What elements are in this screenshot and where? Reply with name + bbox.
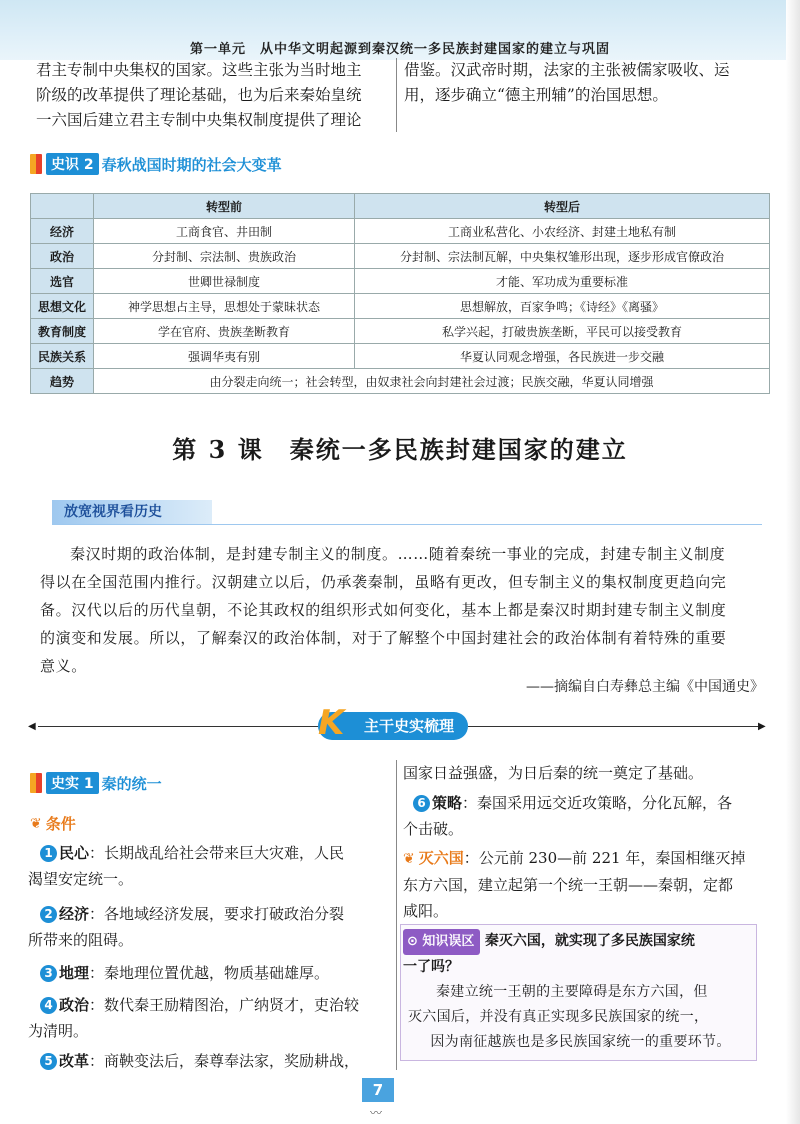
conditions-heading <box>30 813 76 834</box>
trend-cell: 由分裂走向统一；社会转型，由奴隶社会向封建社会过渡；民族交融，华夏认同增强 <box>94 369 770 394</box>
column-divider <box>396 58 397 132</box>
cell-after: 华夏认同观念增强，各民族进一步交融 <box>355 344 770 369</box>
number-badge: 3 <box>40 965 57 982</box>
condition-item-4 <box>28 992 385 1044</box>
fangkuan-underline <box>52 524 762 525</box>
right-continuation: 国家日益强盛，为日后秦的统一奠定了基础。 <box>403 764 704 782</box>
leaf-icon: ❦ <box>30 815 42 832</box>
text-line: 君主专制中央集权的国家。这些主张为当时地主 <box>36 61 362 79</box>
cell-before: 工商食官、井田制 <box>94 219 355 244</box>
lesson-title: 第 3 课 秦统一多民族封建国家的建立 <box>172 435 628 464</box>
item-text: 所带来的阻碍。 <box>28 931 134 949</box>
col-header-after: 转型后 <box>355 194 770 219</box>
fangkuan-line-2: 得以在全国范围内推行。汉朝建立以后，仍承袭秦制，虽略有更改，但专制主义的集权制度更趋向完 <box>40 573 727 591</box>
cell-after: 私学兴起，打破贵族垄断，平民可以接受教育 <box>355 319 770 344</box>
cell-after: 工商业私营化、小农经济、封建土地私有制 <box>355 219 770 244</box>
shishi2-tag: 史识 2 <box>46 153 99 175</box>
arrow-left-icon: ◀ <box>28 721 36 732</box>
top-right-text <box>404 58 774 108</box>
cell-before: 神学思想占主导，思想处于蒙昧状态 <box>94 294 355 319</box>
item-keyword: 改革 <box>59 1052 90 1070</box>
number-badge: 4 <box>40 997 57 1014</box>
item-text: ：商鞅变法后，秦尊奉法家，奖励耕战， <box>89 1052 360 1070</box>
number-badge: 1 <box>40 845 57 862</box>
cell-after: 分封制、宗法制瓦解，中央集权雏形出现，逐步形成官僚政治 <box>355 244 770 269</box>
shishi2-title: 春秋战国时期的社会大变革 <box>101 155 282 174</box>
text-line: 借鉴。汉武帝时期，法家的主张被儒家吸收、运 <box>404 61 730 79</box>
row-label: 经济 <box>31 219 94 244</box>
row-label: 趋势 <box>31 369 94 394</box>
question-text: 一了吗？ <box>403 959 459 975</box>
arrow-right-icon: ▶ <box>758 721 766 732</box>
col-header-before: 转型前 <box>94 194 355 219</box>
table-row <box>31 269 770 294</box>
zhishi-question <box>403 929 753 979</box>
row-label: 选官 <box>31 269 94 294</box>
row-label: 政治 <box>31 244 94 269</box>
fangkuan-line-5: 意义。 <box>40 657 87 675</box>
item-text: 个击破。 <box>403 820 464 838</box>
table-header-row <box>31 194 770 219</box>
cell-before: 强调华夷有别 <box>94 344 355 369</box>
page-number: 7 <box>362 1078 394 1102</box>
quote-source: ——摘编自白寿彝总主编《中国通史》 <box>526 679 764 695</box>
answer-text: 因为南征越族也是多民族国家统一的重要环节。 <box>430 1034 731 1050</box>
item-keyword: 地理 <box>59 964 90 982</box>
section-banner: 主干史实梳理 <box>318 712 468 740</box>
column-divider <box>396 760 397 1070</box>
question-text: 秦灭六国，就实现了多民族国家统 <box>484 933 695 949</box>
row-label: 民族关系 <box>31 344 94 369</box>
table-row <box>31 294 770 319</box>
book-icon <box>30 154 42 174</box>
row-label: 思想文化 <box>31 294 94 319</box>
text-line: 用，逐步确立“德主刑辅”的治国思想。 <box>404 86 668 104</box>
unit-header: 第一单元 从中华文明起源到秦汉统一多民族封建国家的建立与巩固 <box>189 42 610 57</box>
transformation-table <box>30 193 770 394</box>
condition-item-1 <box>28 840 385 892</box>
zhishi-tag: ⊙ 知识误区 <box>403 929 480 955</box>
item-text: ：数代秦王励精图治，广纳贤才，吏治较 <box>89 996 360 1014</box>
cell-after: 才能、军功成为重要标准 <box>355 269 770 294</box>
condition-item-6 <box>403 790 763 842</box>
table-row <box>31 244 770 269</box>
condition-item-2 <box>28 901 385 953</box>
number-badge: 6 <box>413 795 430 812</box>
table-row <box>31 344 770 369</box>
answer-text: 灭六国后，并没有真正实现多民族国家的统一， <box>408 1009 709 1025</box>
item-keyword: 经济 <box>59 905 90 923</box>
condition-item-5 <box>40 1048 385 1074</box>
fangkuan-line-3: 备。汉代以后的历代皇朝，不论其政权的组织形式如何变化，基本上都是秦汉时期封建专制主义制度 <box>40 601 727 619</box>
table-row <box>31 319 770 344</box>
number-badge: 2 <box>40 906 57 923</box>
corner-cell <box>31 194 94 219</box>
bird-icon: 〰 <box>370 1106 383 1120</box>
text-line: 阶级的改革提供了理论基础，也为后来秦始皇统 <box>36 86 362 104</box>
shishi2-heading <box>30 153 282 175</box>
item-text: 渴望安定统一。 <box>28 870 134 888</box>
condition-item-3 <box>40 960 385 986</box>
page-edge <box>786 0 800 1124</box>
cell-before: 分封制、宗法制、贵族政治 <box>94 244 355 269</box>
row-label: 教育制度 <box>31 319 94 344</box>
item-text: ：秦地理位置优越，物质基础雄厚。 <box>89 964 330 982</box>
item-keyword: 民心 <box>59 844 90 862</box>
banner-line-left <box>38 726 318 727</box>
item-keyword: 政治 <box>59 996 90 1014</box>
cell-after: 思想解放，百家争鸣；《诗经》《离骚》 <box>355 294 770 319</box>
top-left-text <box>36 58 388 133</box>
item-text: ：秦国采用远交近攻策略，分化瓦解，各 <box>462 794 733 812</box>
banner-line-right <box>468 726 758 727</box>
item-keyword: 灭六国 <box>418 849 464 867</box>
zhishi-tag-label: 知识误区 <box>422 934 475 949</box>
number-badge: 5 <box>40 1053 57 1070</box>
item-text: 东方六国，建立起第一个统一王朝——秦朝，定都 <box>403 876 734 894</box>
mie-liuguo <box>403 845 768 924</box>
zhishi-answer <box>408 980 753 1055</box>
shishi1-heading <box>30 772 162 794</box>
item-text: ：各地域经济发展，要求打破政治分裂 <box>89 905 345 923</box>
text-line: 一六国后建立君主专制中央集权制度提供了理论 <box>36 111 362 129</box>
table-row <box>31 219 770 244</box>
item-text: 为清明。 <box>28 1022 89 1040</box>
item-keyword: 策略 <box>432 794 463 812</box>
book-icon <box>30 773 42 793</box>
leaf-icon: ❦ <box>403 851 415 867</box>
conditions-label: 条件 <box>45 815 76 833</box>
k-logo: K <box>318 703 345 743</box>
shishi1-title: 秦的统一 <box>101 774 162 793</box>
fangkuan-line-1: 秦汉时期的政治体制，是封建专制主义的制度。……随着秦统一事业的完成，封建专制主义制度 <box>70 545 726 563</box>
item-text: 咸阳。 <box>403 902 449 920</box>
table-row-trend <box>31 369 770 394</box>
fangkuan-line-4: 的演变和发展。所以，了解秦汉的政治体制，对于了解整个中国封建社会的政治体制有着特殊的重要 <box>40 629 727 647</box>
item-text: ：长期战乱给社会带来巨大灾难，人民 <box>89 844 345 862</box>
fangkuan-heading: 放宽视界看历史 <box>52 500 212 524</box>
shishi1-tag: 史实 1 <box>46 772 99 794</box>
cell-before: 世卿世禄制度 <box>94 269 355 294</box>
answer-text: 秦建立统一王朝的主要障碍是东方六国，但 <box>436 984 708 1000</box>
item-text: ：公元前 230—前 221 年，秦国相继灭掉 <box>463 849 746 867</box>
cell-before: 学在官府、贵族垄断教育 <box>94 319 355 344</box>
